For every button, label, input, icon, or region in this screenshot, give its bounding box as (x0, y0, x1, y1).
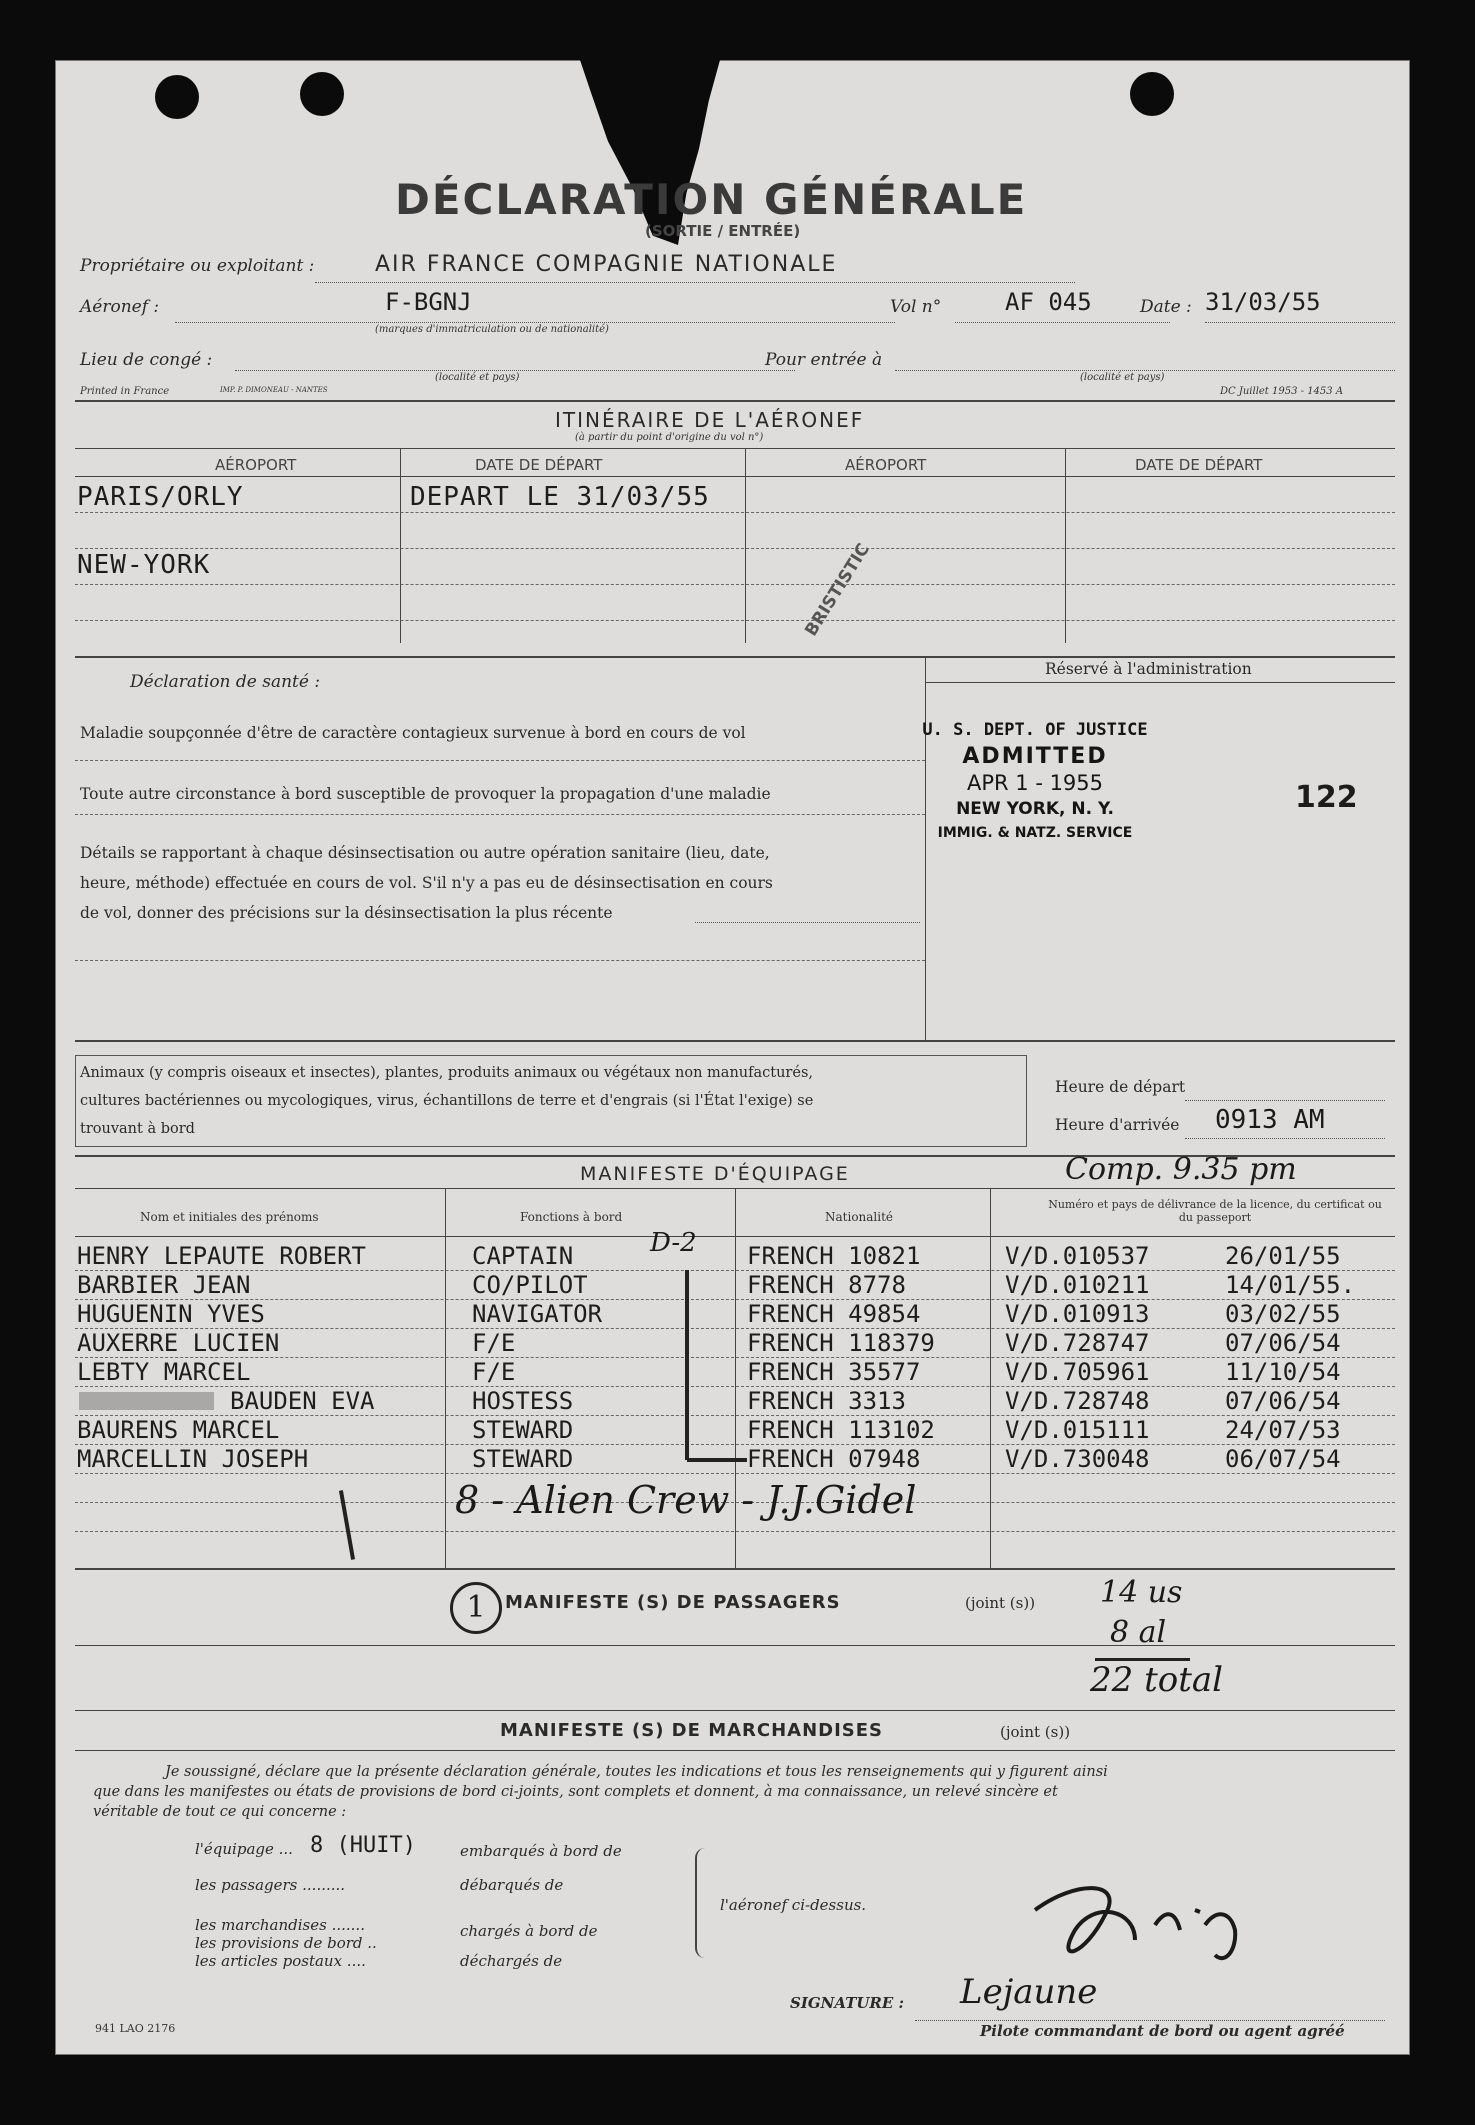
leave-label: Lieu de congé : (80, 350, 213, 370)
crew-nationality: FRENCH 35577 (747, 1358, 921, 1386)
signature-value: Lejaune (960, 1972, 1098, 2012)
passengers-aliens: 8 al (1110, 1615, 1167, 1650)
passengers-joint: (joint (s)) (965, 1594, 1036, 1612)
col-name: Nom et initiales des prénoms (140, 1210, 319, 1224)
stamp-date: APR 1 - 1955 (966, 771, 1104, 795)
date-value: 31/03/55 (1205, 288, 1321, 316)
entry-note: (localité et pays) (1080, 372, 1165, 383)
signature-scrawl (1015, 1870, 1255, 1980)
crew-name: LEBTY MARCEL (77, 1358, 251, 1386)
crew-license: V/D.728747 (1005, 1329, 1150, 1357)
crew-license: V/D.728748 (1005, 1387, 1150, 1415)
flight-label: Vol n° (890, 297, 942, 317)
printed-in: Printed in France (80, 386, 170, 397)
declaration-line-2: que dans les manifestes ou états de provisions de bord ci-joints, sont complets et donnent, à ma connaissance, un relevé sincère et (93, 1784, 1058, 1800)
declaration-line-1: Je soussigné, déclare que la présente déclaration générale, toutes les indications et tous les renseignements qui y figurent ainsi (165, 1764, 1108, 1780)
crew-license-date: 26/01/55 (1225, 1242, 1341, 1270)
goods-label: MANIFESTE (S) DE MARCHANDISES (500, 1720, 884, 1741)
aircraft-value: F-BGNJ (385, 288, 472, 316)
crew-title: MANIFESTE D'ÉQUIPAGE (580, 1163, 850, 1185)
crew-license-date: 06/07/54 (1225, 1445, 1341, 1473)
aircraft-above-label: l'aéronef ci-dessus. (720, 1896, 867, 1914)
itinerary-title: ITINÉRAIRE DE L'AÉRONEF (555, 408, 865, 432)
flight-value: AF 045 (1005, 288, 1092, 316)
crew-function: STEWARD (472, 1416, 574, 1444)
crew-license: V/D.010913 (1005, 1300, 1150, 1328)
admitted-stamp (915, 720, 1155, 841)
transit-stamp: BRISTISTIC (801, 540, 874, 640)
punch-hole (300, 72, 344, 116)
crew-license: V/D.010537 (1005, 1242, 1150, 1270)
crew-function: CO/PILOT (472, 1271, 588, 1299)
crew-license: V/D.015111 (1005, 1416, 1150, 1444)
embarked-label: embarqués à bord de (460, 1842, 622, 1860)
crew-license-date: 07/06/54 (1225, 1329, 1341, 1357)
itinerary-subtitle: (à partir du point d'origine du vol n°) (575, 432, 764, 443)
owner-label: Propriétaire ou exploitant : (80, 256, 315, 276)
health-title: Déclaration de santé : (130, 672, 321, 692)
passengers-total: 22 total (1090, 1660, 1224, 1700)
arrival-time-value: 0913 AM (1215, 1105, 1325, 1135)
col-nationality: Nationalité (825, 1210, 894, 1224)
crew-name: MARCELLIN JOSEPH (77, 1445, 309, 1473)
stamp-place: NEW YORK, N. Y. (956, 799, 1114, 819)
crew-license: V/D.730048 (1005, 1445, 1150, 1473)
pilot-label: Pilote commandant de bord ou agent agréé (980, 2022, 1345, 2040)
signature-label: SIGNATURE : (790, 1994, 905, 2012)
crew-function: NAVIGATOR (472, 1300, 603, 1328)
redaction (79, 1392, 214, 1410)
crew-license: V/D.010211 (1005, 1271, 1150, 1299)
health-line-3a: Détails se rapportant à chaque désinsectisation ou autre opération sanitaire (lieu, date, (80, 844, 770, 862)
form-sheet (55, 60, 1410, 2055)
crew-nationality: FRENCH 07948 (747, 1445, 921, 1473)
footer-code: 941 LAO 2176 (95, 2022, 176, 2035)
form-ref: DC Juillet 1953 - 1453 A (1220, 386, 1344, 397)
col-function: Fonctions à bord (520, 1210, 623, 1224)
admin-title: Réservé à l'administration (1045, 660, 1252, 678)
itinerary-airport-1: PARIS/ORLY (77, 482, 244, 512)
col-airport-2: AÉROPORT (845, 456, 927, 474)
crew-function: STEWARD (472, 1445, 574, 1473)
unloaded-label: déchargés de (460, 1952, 563, 1970)
punch-hole (1130, 72, 1174, 116)
form-title: DÉCLARATION GÉNÉRALE (395, 175, 1028, 224)
health-line-3b: heure, méthode) effectuée en cours de vol. S'il n'y a pas eu de désinsectisation en cours (80, 874, 773, 892)
col-airport: AÉROPORT (215, 456, 297, 474)
crew-license-date: 24/07/53 (1225, 1416, 1341, 1444)
crew-function: F/E (472, 1358, 516, 1386)
arrival-time-label: Heure d'arrivée (1055, 1116, 1180, 1134)
passengers-us: 14 us (1100, 1575, 1183, 1610)
hand-mark: D-2 (650, 1228, 697, 1258)
crew-name: BARBIER JEAN (77, 1271, 251, 1299)
entry-label: Pour entrée à (765, 350, 883, 370)
crew-hand-note: 8 - Alien Crew - J.J.Gidel (455, 1478, 917, 1522)
animals-line-1: Animaux (y compris oiseaux et insectes), plantes, produits animaux ou végétaux non manufacturés, (80, 1065, 813, 1081)
hand-stroke (339, 1490, 355, 1560)
post-decl-label: les articles postaux .... (195, 1952, 366, 1970)
owner-value: AIR FRANCE COMPAGNIE NATIONALE (375, 252, 838, 277)
crew-name: HENRY LEPAUTE ROBERT (77, 1242, 366, 1270)
animals-line-3: trouvant à bord (80, 1121, 195, 1137)
col-departure: DATE DE DÉPART (475, 456, 603, 474)
crew-nationality: FRENCH 113102 (747, 1416, 935, 1444)
form-subtitle: (SORTIE / ENTRÉE) (645, 222, 801, 240)
stamp-dept: U. S. DEPT. OF JUSTICE (922, 720, 1148, 740)
declaration-line-3: véritable de tout ce qui concerne : (93, 1804, 347, 1820)
punch-hole (155, 75, 199, 119)
crew-function: CAPTAIN (472, 1242, 574, 1270)
crew-decl-value: 8 (HUIT) (310, 1833, 416, 1858)
leave-note: (localité et pays) (435, 372, 520, 383)
health-line-2: Toute autre circonstance à bord susceptible de provoquer la propagation d'une maladie (80, 785, 771, 803)
passenger-count-circle: 1 (450, 1582, 502, 1634)
crew-license: V/D.705961 (1005, 1358, 1150, 1386)
brace (695, 1848, 707, 1958)
col-license: Numéro et pays de délivrance de la licence, du certificat ou du passeport (1048, 1198, 1382, 1224)
health-line-1: Maladie soupçonnée d'être de caractère contagieux survenue à bord en cours de vol (80, 724, 746, 742)
crew-decl-label: l'équipage ... (195, 1840, 293, 1858)
health-line-3c: de vol, donner des précisions sur la désinsectisation la plus récente (80, 904, 613, 922)
disembarked-label: débarqués de (460, 1876, 564, 1894)
crew-name: BAURENS MARCEL (77, 1416, 280, 1444)
printer: IMP. P. DIMONEAU - NANTES (220, 386, 328, 394)
crew-nationality: FRENCH 3313 (747, 1387, 906, 1415)
crew-license-date: 14/01/55. (1225, 1271, 1356, 1299)
passengers-label: MANIFESTE (S) DE PASSAGERS (505, 1592, 841, 1613)
loaded-label: chargés à bord de (460, 1922, 598, 1940)
crew-nationality: FRENCH 49854 (747, 1300, 921, 1328)
crew-name: BAUDEN EVA (230, 1387, 375, 1415)
crew-nationality: FRENCH 10821 (747, 1242, 921, 1270)
passengers-decl-label: les passagers ......... (195, 1876, 346, 1894)
goods-joint: (joint (s)) (1000, 1723, 1071, 1741)
crew-name: HUGUENIN YVES (77, 1300, 265, 1328)
provisions-decl-label: les provisions de bord .. (195, 1934, 377, 1952)
animals-line-2: cultures bactériennes ou mycologiques, virus, échantillons de terre et d'engrais (si l'État l'exige) se (80, 1093, 814, 1109)
stamp-service: IMMIG. & NATZ. SERVICE (937, 825, 1133, 841)
crew-license-date: 03/02/55 (1225, 1300, 1341, 1328)
crew-license-date: 11/10/54 (1225, 1358, 1341, 1386)
crew-function: F/E (472, 1329, 516, 1357)
date-label: Date : (1140, 297, 1192, 317)
aircraft-note: (marques d'immatriculation ou de nationalité) (375, 324, 609, 335)
itinerary-departure-1: DEPART LE 31/03/55 (410, 482, 710, 512)
hand-bracket-foot (687, 1458, 747, 1462)
crew-nationality: FRENCH 118379 (747, 1329, 935, 1357)
aircraft-label: Aéronef : (80, 297, 160, 317)
goods-decl-label: les marchandises ....... (195, 1916, 365, 1934)
crew-function: HOSTESS (472, 1387, 574, 1415)
itinerary-airport-2: NEW-YORK (77, 550, 211, 580)
crew-nationality: FRENCH 8778 (747, 1271, 906, 1299)
hand-bracket (685, 1270, 689, 1460)
crew-license-date: 07/06/54 (1225, 1387, 1341, 1415)
admin-number: 122 (1295, 780, 1358, 815)
departure-time-label: Heure de départ (1055, 1078, 1186, 1096)
crew-name: AUXERRE LUCIEN (77, 1329, 280, 1357)
stamp-admitted: ADMITTED (962, 744, 1108, 769)
col-departure-2: DATE DE DÉPART (1135, 456, 1263, 474)
comp-note: Comp. 9.35 pm (1065, 1152, 1297, 1187)
